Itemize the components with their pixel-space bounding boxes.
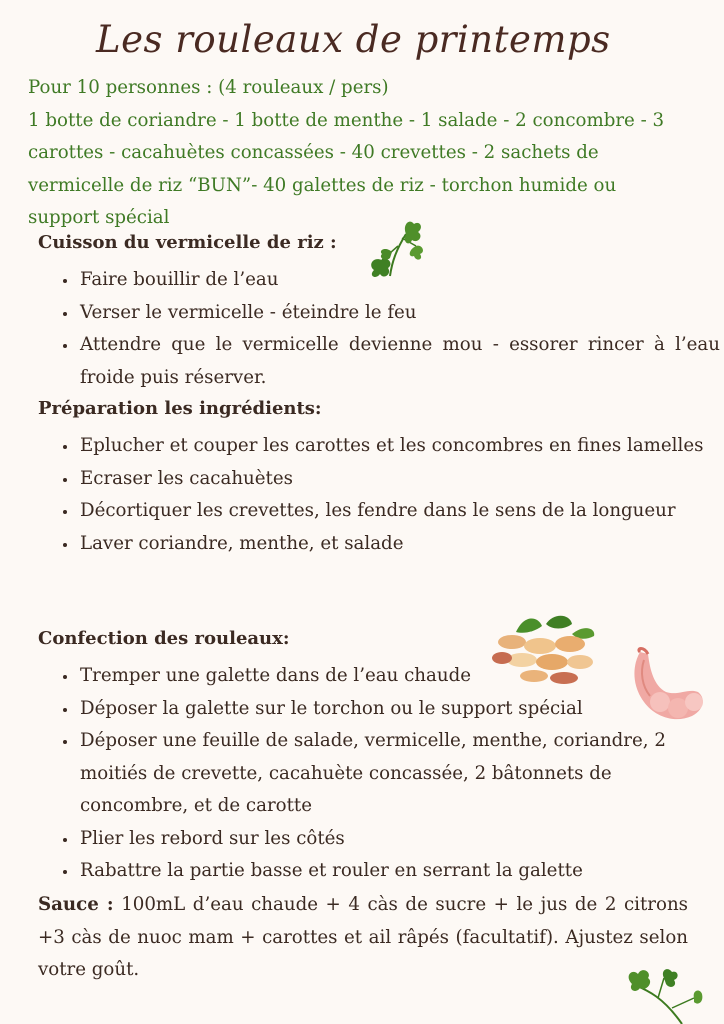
list-item: • Verser le vermicelle - éteindre le feu: [78, 297, 720, 330]
list-item: • Déposer la galette sur le torchon ou le support spécial: [78, 693, 678, 726]
list-confection: [48, 660, 678, 888]
page-title: Les rouleaux de printemps: [96, 18, 611, 61]
sauce-label: Sauce :: [38, 894, 114, 915]
list-item: • Décortiquer les crevettes, les fendre dans le sens de la longueur: [78, 495, 720, 528]
list-item: • Eplucher et couper les carottes et les concombres en fines lamelles: [78, 430, 720, 463]
list-item: • Déposer une feuille de salade, vermicelle, menthe, coriandre, 2 moitiés de crevette, cacahuète concassée, 2 bâtonnets de concombre, et de carotte: [78, 725, 678, 823]
coriander-sprig-icon: [624, 964, 704, 1024]
list-preparation: [48, 430, 720, 560]
list-item: • Laver coriandre, menthe, et salade: [78, 528, 720, 561]
section-heading-confection: Confection des rouleaux:: [38, 628, 290, 649]
peanuts-icon: [488, 612, 600, 690]
shrimp-icon: [626, 646, 710, 730]
sauce-paragraph: [38, 889, 688, 987]
section-heading-cuisson: Cuisson du vermicelle de riz :: [38, 232, 337, 253]
intro-block: [28, 72, 688, 235]
list-item: • Faire bouillir de l’eau: [78, 264, 720, 297]
coriander-icon: [362, 216, 426, 280]
list-item: • Tremper une galette dans de l’eau chaude: [78, 660, 678, 693]
list-item: • Plier les rebord sur les côtés: [78, 823, 678, 856]
section-heading-preparation: Préparation les ingrédients:: [38, 398, 322, 419]
sauce-text: 100mL d’eau chaude + 4 càs de sucre + le jus de 2 citrons +3 càs de nuoc mam + carottes et ail râpés (facultatif). Ajustez selon votre goût.: [38, 894, 688, 980]
list-item: • Ecraser les cacahuètes: [78, 463, 720, 496]
list-item: • Rabattre la partie basse et rouler en serrant la galette: [78, 855, 678, 888]
list-cuisson: [48, 264, 720, 394]
list-item: • Attendre que le vermicelle devienne mou - essorer rincer à l’eau froide puis réserver.: [78, 329, 720, 394]
ingredients-text: 1 botte de coriandre - 1 botte de menthe - 1 salade - 2 concombre - 3 carottes - cacahuètes concassées - 40 crevettes - 2 sachets de vermicelle de riz “BUN”- 40 galettes de riz - torchon humide ou support spécial: [28, 109, 665, 228]
servings-text: Pour 10 personnes : (4 rouleaux / pers): [28, 77, 389, 98]
